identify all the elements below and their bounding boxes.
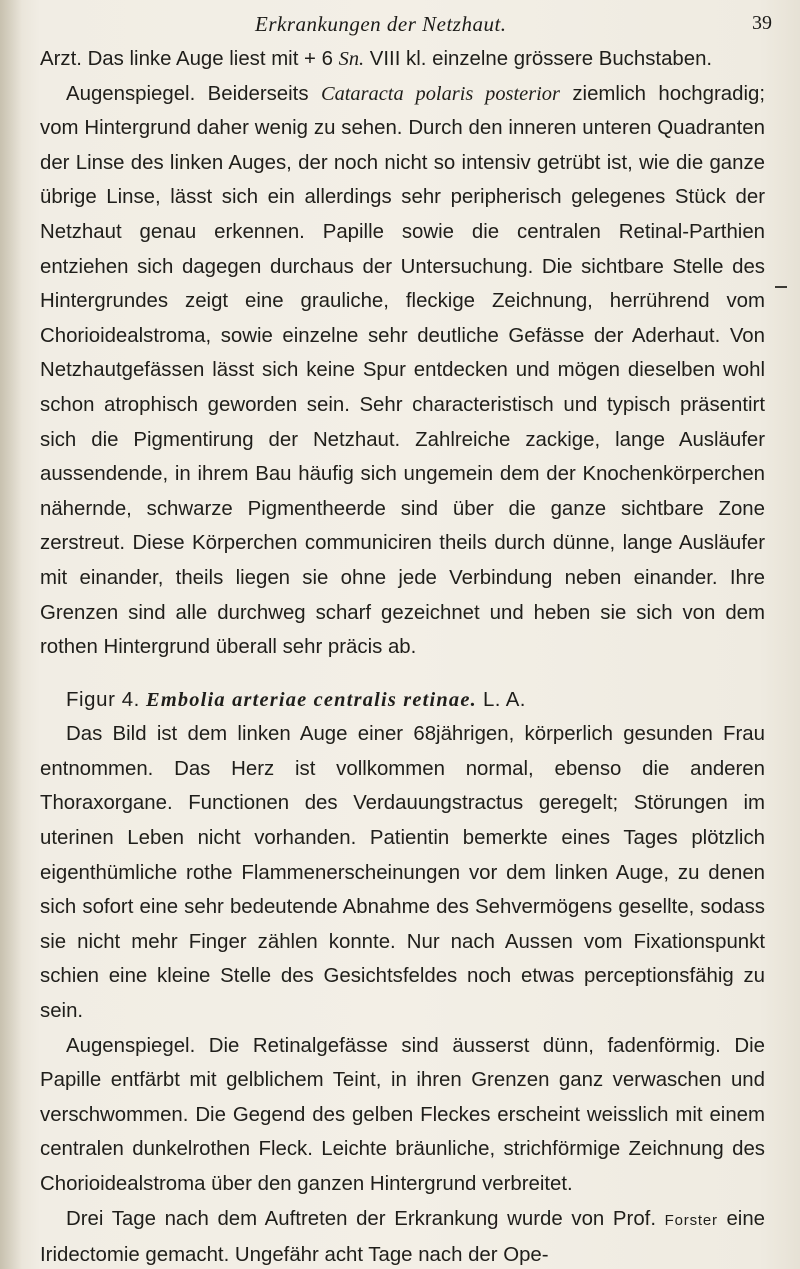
paragraph-case-history: Das Bild ist dem linken Auge einer 68jährigen, körperlich gesunden Frau entnommen. Das Herz ist vollkommen normal, ebenso die anderen Thoraxorgane. Functionen des Verdauungstractus geregelt; Störungen im uterinen Leben nicht vorhanden. Patientin bemerkte eines Tages plötzlich eigenthümliche rothe Flammenerscheinungen vor dem linken Auge, zu denen sich sofort eine sehr bedeutende Abnahme des Sehvermögens gesellte, sodass sie nicht mehr Finger zählen konnte. Nur nach Aussen vom Fixationspunkt schien eine kleine Stelle des Gesichtsfeldes noch etwas perceptionsfähig zu sein. [40, 723, 765, 1023]
figure-title: Embolia arteriae centralis retinae. [146, 688, 477, 711]
figure-label: Figur 4. [66, 688, 140, 711]
paragraph-ophthalmoscopy-cataract: Augenspiegel. Beiderseits Cataracta polaris posterior ziemlich hochgradig; vom Hintergrund daher wenig zu sehen. Durch den inneren unteren Quadranten der Linse des linken Auges, der noch nicht so intensiv getrübt ist, wie die ganze übrige Linse, lässt sich ein allerdings sehr peripherisch gelegenes Stück der Netzhaut genau erkennen. Papille sowie die centralen Retinal-Parthien entziehen sich dagegen durchaus der Untersuchung. Die sichtbare Stelle des Hintergrundes zeigt eine grauliche, fleckige Zeichnung, herrührend vom Chorioidealstroma, sowie einzelne sehr deutliche Gefässe der Aderhaut. Von Netzhautgefässen lässt sich keine Spur entdecken und mögen dieselben wohl schon atrophisch geworden sein. Sehr characteristisch und typisch präsentirt sich die Pigmentirung der Netzhaut. Zahlreiche zackige, lange Ausläufer aussendende, in ihrem Bau häufig sich ungemein dem der Knochenkörperchen nähernde, schwarze Pigmentheerde sind über die ganze sichtbare Zone zerstreut. Diese Körperchen communiciren theils durch dünne, lange Ausläufer mit einander, theils liegen sie ohne jede Verbindung neben einander. Ihre Grenzen sind alle durchweg scharf gezeichnet und heben sie sich von dem rothen Hintergrund überall sehr präcis ab. [40, 82, 765, 659]
page-header [0, 8, 800, 38]
page-gutter-shadow [0, 0, 22, 1269]
page-number: 39 [752, 12, 772, 34]
figure-heading [40, 683, 765, 718]
page-body [40, 42, 765, 1269]
running-title: Erkrankungen der Netzhaut. [255, 12, 507, 36]
section-spacer [40, 665, 765, 683]
author-name: Forster [664, 1211, 718, 1229]
figure-eye: L. A. [482, 688, 526, 711]
latin-diagnosis: Cataracta polaris posterior [320, 82, 560, 105]
paragraph-ophthalmoscopy-embolia: Augenspiegel. Die Retinalgefässe sind äusserst dünn, fadenförmig. Die Papille entfärbt mit gelblichem Teint, in ihren Grenzen ganz verwaschen und verschwommen. Die Gegend des gelben Fleckes erscheint weisslich mit einem centralen dunkelrothen Fleck. Leichte bräunliche, strichförmige Zeichnung des Chorioidealstroma über den ganzen Hintergrund verbreitet. [40, 1034, 765, 1195]
margin-mark [775, 286, 787, 288]
paragraph-visual-acuity: Arzt. Das linke Auge liest mit + 6 Sn. VIII kl. einzelne grössere Buchstaben. [40, 48, 713, 70]
paragraph-iridectomy: Drei Tage nach dem Auftreten der Erkrankung wurde von Prof. Forster eine Iridectomie gemacht. Ungefähr acht Tage nach der Ope- [40, 1207, 766, 1267]
